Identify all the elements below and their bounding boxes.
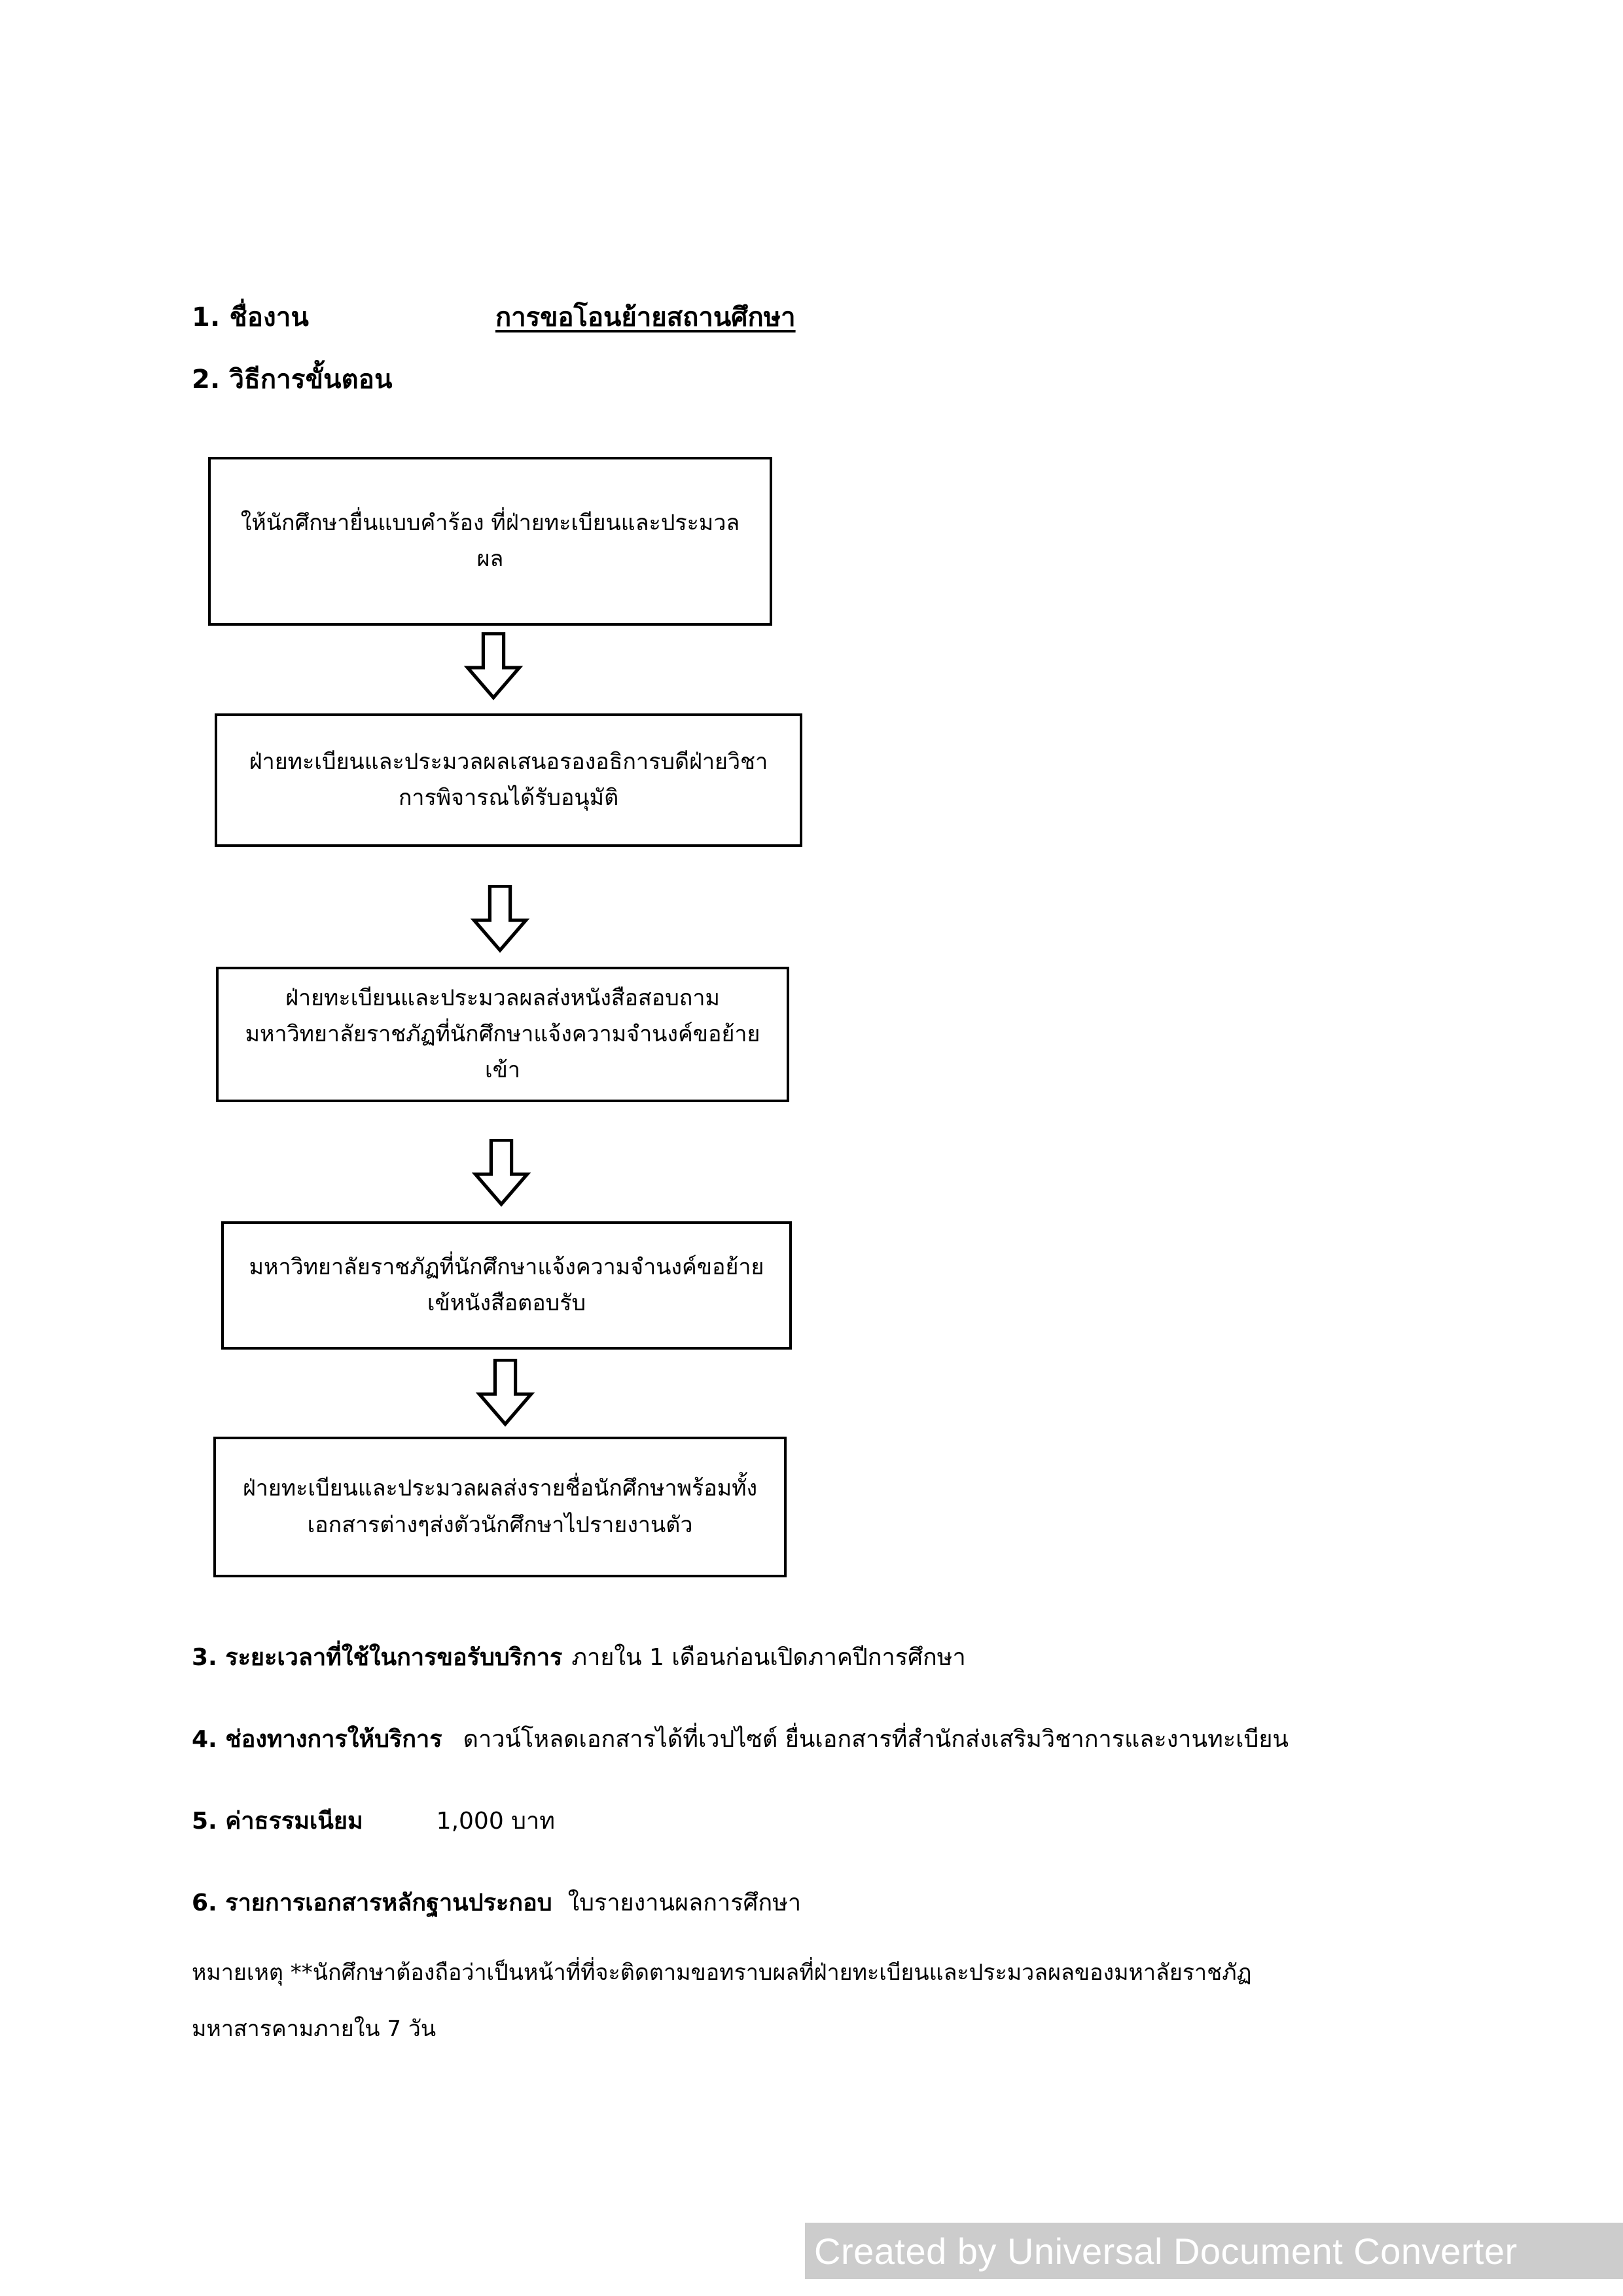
detail-item-6: [192, 1884, 801, 1921]
heading-item-2-label: 2. วิธีการขั้นตอน: [192, 365, 393, 395]
down-arrow-icon: [466, 885, 534, 953]
flowchart-step-3: [216, 967, 789, 1102]
detail-item-5-label: 5. ค่าธรรมเนียม: [192, 1808, 363, 1835]
detail-item-3-value: ภายใน 1 เดือนก่อนเปิดภาคปีการศึกษา: [571, 1644, 966, 1671]
detail-item-4-value: ดาวน์โหลดเอกสารได้ที่เวปไซต์ ยื่นเอกสารที่สำนักส่งเสริมวิชาการและงานทะเบียน: [463, 1726, 1289, 1753]
detail-item-6-value: ใบรายงานผลการศึกษา: [567, 1890, 802, 1916]
flowchart-step-5-text: ฝ่ายทะเบียนและประมวลผลส่งรายชื่อนักศึกษาพร้อมทั้งเอกสารต่างๆส่งตัวนักศึกษาไปรายงานตัว: [242, 1475, 758, 1538]
detail-item-5: [192, 1802, 555, 1839]
down-arrow-icon: [467, 1139, 535, 1207]
detail-item-3: [192, 1638, 966, 1676]
watermark-banner: [805, 2223, 1623, 2279]
down-arrow-icon: [471, 1359, 539, 1427]
footnote-line-2: มหาสารคามภายใน 7 วัน: [192, 2016, 437, 2042]
watermark-text: Created by Universal Document Converter: [814, 2230, 1518, 2272]
document-title: การขอโอนย้ายสถานศึกษา: [495, 302, 796, 332]
detail-item-4: [192, 1720, 1289, 1757]
detail-item-6-label: 6. รายการเอกสารหลักฐานประกอบ: [192, 1890, 552, 1916]
flowchart-step-4-text: มหาวิทยาลัยราชภัฏที่นักศึกษาแจ้งความจำนงค์ขอย้ายเข้หนังสือตอบรับ: [249, 1253, 764, 1316]
detail-item-3-label: 3. ระยะเวลาที่ใช้ในการขอรับบริการ: [192, 1644, 563, 1671]
flowchart-step-1: [208, 457, 772, 626]
heading-item-1-label: 1. ชื่องาน: [192, 302, 310, 332]
footnote-line-1: หมายเหตุ **นักศึกษาต้องถือว่าเป็นหน้าที่ที่จะติดตามขอทราบผลที่ฝ่ายทะเบียนและประมวลผลของมหาลัยราชภัฏ: [192, 1960, 1252, 1986]
flowchart-step-3-text: ฝ่ายทะเบียนและประมวลผลส่งหนังสือสอบถามมหาวิทยาลัยราชภัฏที่นักศึกษาแจ้งความจำนงค์ขอย้ายเข้า: [245, 984, 760, 1084]
down-arrow-icon: [459, 632, 527, 700]
flowchart-step-4: [221, 1221, 792, 1350]
flowchart-step-2: [215, 713, 802, 847]
flowchart-step-1-text: ให้นักศึกษายื่นแบบคำร้อง ที่ฝ่ายทะเบียนและประมวลผล: [240, 509, 740, 572]
flowchart-step-2-text: ฝ่ายทะเบียนและประมวลผลเสนอรองอธิการบดีฝ่ายวิชาการพิจารณได้รับอนุมัติ: [249, 748, 768, 811]
flowchart-step-5: [213, 1437, 787, 1577]
detail-item-4-label: 4. ช่องทางการให้บริการ: [192, 1726, 442, 1753]
detail-item-5-value: 1,000 บาท: [436, 1808, 555, 1835]
